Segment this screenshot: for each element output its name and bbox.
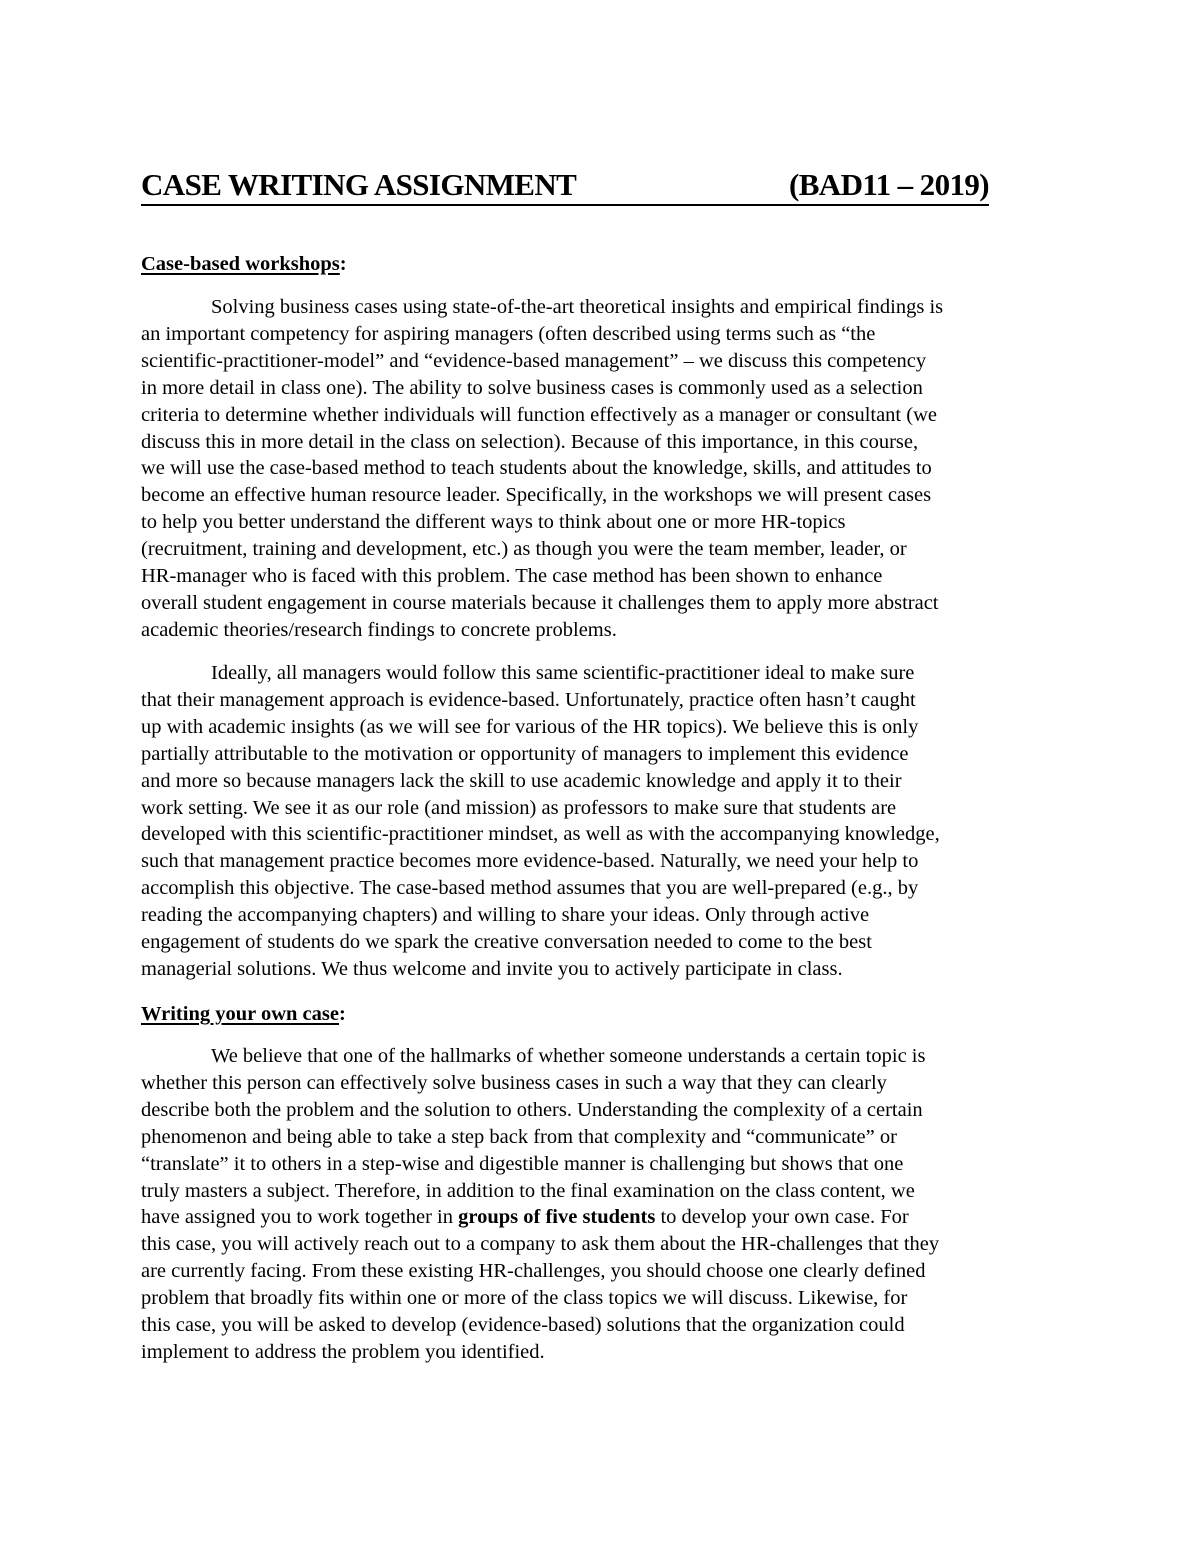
paragraph-own-case [141,1043,1066,1366]
paragraph-workshops-1 [141,294,1066,644]
text-line: scientific-practitioner-model” and “evidence-based management” – we discuss this competency [141,349,927,372]
text-line: such that management practice becomes more evidence-based. Naturally, we need your help to [141,850,919,873]
text-line: discuss this in more detail in the class on selection). Because of this importance, in this course, [141,430,919,453]
text-line: we will use the case-based method to teach students about the knowledge, skills, and attitudes to [141,457,932,480]
text-line: describe both the problem and the solution to others. Understanding the complexity of a certain [141,1098,923,1121]
text-line: managerial solutions. We thus welcome and invite you to actively participate in class. [141,957,843,980]
text-line: phenomenon and being able to take a step back from that complexity and “communicate” or [141,1125,897,1148]
text-line: whether this person can effectively solve business cases in such a way that they can clearly [141,1071,887,1094]
text-line: an important competency for aspiring managers (often described using terms such as “the [141,322,876,345]
text-line: become an effective human resource leader. Specifically, in the workshops we will present cases [141,484,932,507]
text-line: that their management approach is evidence-based. Unfortunately, practice often hasn’t caught [141,688,916,711]
text-line: partially attributable to the motivation or opportunity of managers to implement this evidence [141,742,909,765]
text-line: HR-manager who is faced with this problem. The case method has been shown to enhance [141,565,883,588]
section-heading-workshops [141,251,347,278]
text-line: to help you better understand the different ways to think about one or more HR-topics [141,511,846,534]
text-line: Solving business cases using state-of-the-art theoretical insights and empirical findings is [211,296,944,318]
text-line: and more so because managers lack the skill to use academic knowledge and apply it to their [141,769,902,792]
text-line: accomplish this objective. The case-based method assumes that you are well-prepared (e.g., by [141,877,919,900]
text-line: overall student engagement in course materials because it challenges them to apply more abstract [141,591,939,614]
text-line: truly masters a subject. Therefore, in addition to the final examination on the class content, we [141,1179,915,1202]
text-line: implement to address the problem you identified. [141,1340,545,1363]
document-title [141,166,989,206]
text-line: developed with this scientific-practitioner mindset, as well as with the accompanying knowledge, [141,823,940,846]
course-code: (BAD11 – 2019) [789,167,989,202]
text-line: “translate” it to others in a step-wise and digestible manner is challenging but shows that one [141,1152,904,1175]
section-heading-own-case [141,1001,346,1028]
text-line: engagement of students do we spark the creative conversation needed to come to the best [141,931,872,954]
text-line: criteria to determine whether individuals will function effectively as a manager or consultant (we [141,403,937,426]
text-line: work setting. We see it as our role (and mission) as professors to make sure that students are [141,796,897,819]
heading-text: Case-based workshops [141,253,340,275]
text-line: academic theories/research findings to concrete problems. [141,618,617,641]
bold-phrase: groups of five students [458,1206,656,1229]
text-line: problem that broadly fits within one or more of the class topics we will discuss. Likewise, for [141,1287,908,1310]
text-line: in more detail in class one). The ability to solve business cases is commonly used as a selection [141,376,923,399]
text-line: reading the accompanying chapters) and willing to share your ideas. Only through active [141,904,870,927]
title-text: CASE WRITING ASSIGNMENT [141,167,577,202]
text-line: are currently facing. From these existing HR-challenges, you should choose one clearly defined [141,1260,926,1283]
text-line: Ideally, all managers would follow this same scientific-practitioner ideal to make sure [211,662,915,684]
heading-colon: : [338,1003,346,1025]
text-line: (recruitment, training and development, etc.) as though you were the team member, leader, or [141,538,907,561]
text-line: this case, you will be asked to develop (evidence-based) solutions that the organization could [141,1314,905,1337]
text-line-with-bold [141,1204,1066,1231]
text-line: We believe that one of the hallmarks of whether someone understands a certain topic is [211,1045,926,1067]
heading-colon: : [339,253,347,275]
text-line: up with academic insights (as we will see for various of the HR topics). We believe this is only [141,715,919,738]
text-line: this case, you will actively reach out to a company to ask them about the HR-challenges that they [141,1233,940,1256]
heading-text: Writing your own case [141,1003,339,1025]
text-segment: to develop your own case. For [655,1206,909,1229]
paragraph-workshops-2 [141,660,1066,983]
text-segment: have assigned you to work together in [141,1206,459,1229]
